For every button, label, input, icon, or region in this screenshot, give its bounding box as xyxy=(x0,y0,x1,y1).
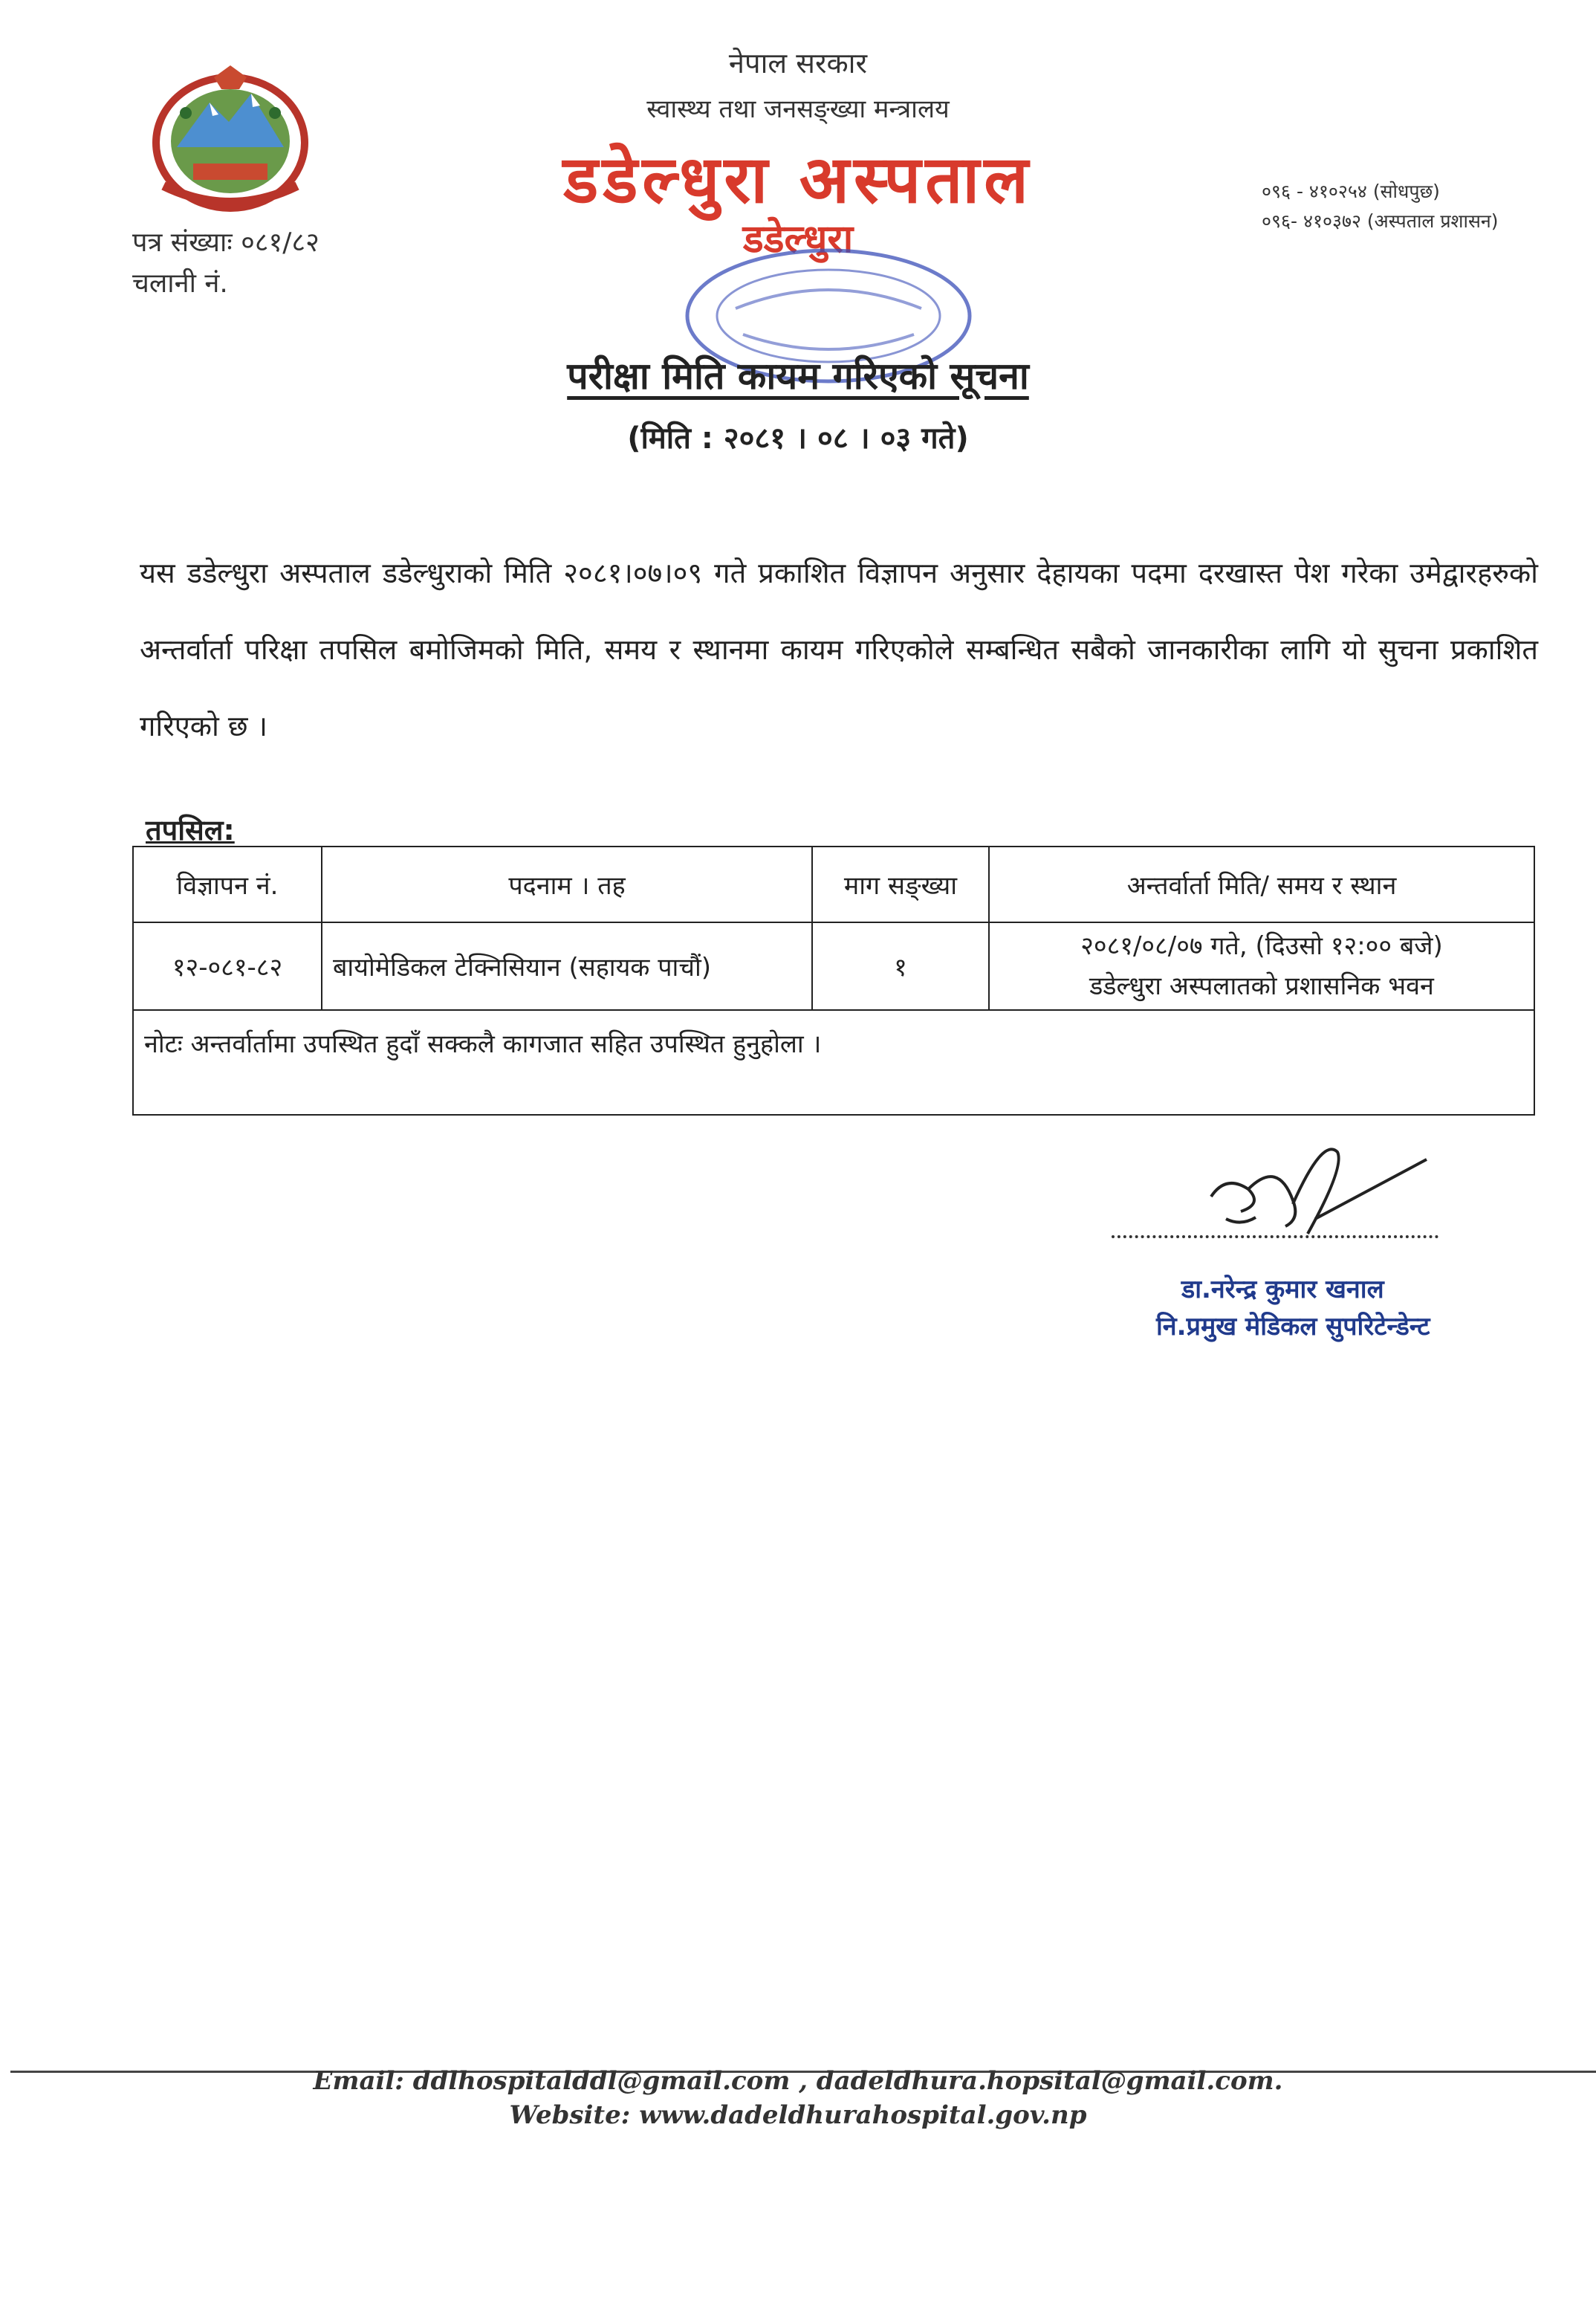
phone-admin: ०९६- ४१०३७२ (अस्पताल प्रशासन) xyxy=(1262,210,1499,232)
column-header: माग सङ्ख्या xyxy=(812,847,989,922)
hospital-name: डडेल्धुरा अस्पताल xyxy=(563,141,1033,218)
table-header-row xyxy=(133,847,1534,922)
government-name: नेपाल सरकार xyxy=(728,47,868,80)
phone-inquiry: ०९६ - ४१०२५४ (सोधपुछ) xyxy=(1262,181,1440,202)
footer-website: Website: www.dadeldhurahospital.gov.np xyxy=(509,2100,1087,2130)
schedule-cell xyxy=(989,922,1534,1010)
notice-title: परीक्षा मिति कायम गरिएको सूचना xyxy=(567,355,1029,398)
note-row xyxy=(133,1010,1534,1115)
signature-image xyxy=(1181,1130,1449,1249)
district-name: डडेल्धुरा xyxy=(742,217,854,262)
advertisement-number-cell: १२-०८१-८२ xyxy=(133,922,322,1010)
details-heading: तपसिल: xyxy=(146,814,235,847)
note-text: नोटः अन्तर्वार्तामा उपस्थित हुदाँ सक्कलै कागजात सहित उपस्थित हुनुहोला । xyxy=(133,1010,1534,1115)
interview-schedule-table xyxy=(132,846,1535,1116)
column-header: अन्तर्वार्ता मिति/ समय र स्थान xyxy=(989,847,1534,922)
table-row xyxy=(133,922,1534,1010)
column-header: पदनाम । तह xyxy=(322,847,812,922)
ministry-name: स्वास्थ्य तथा जनसङ्ख्या मन्त्रालय xyxy=(646,94,950,124)
dispatch-number: चलानी नं. xyxy=(132,268,228,299)
signature-line xyxy=(1112,1235,1438,1238)
demand-count-cell: १ xyxy=(812,922,989,1010)
letter-reference-number: पत्र संख्याः ०८१/८२ xyxy=(132,227,319,258)
signatory-name: डा.नरेन्द्र कुमार खनाल xyxy=(1181,1275,1384,1304)
notice-date: (मिति : २०८१ । ०८ । ०३ गते) xyxy=(627,421,969,456)
notice-body: यस डडेल्धुरा अस्पताल डडेल्धुराको मिति २०८१।०७।०९ गते प्रकाशित विज्ञापन अनुसार देहायका पदमा दरखास्त पेश गरेका उमेद्वारहरुको अन्तर्वार्ता परिक्षा तपसिल बमोजिमको मिति, समय र स्थानमा कायम गरिएकोले सम्बन्धित सबैको जानकारीका लागि यो सुचना प्रकाशित गरिएको छ । xyxy=(140,557,1538,742)
post-name-cell: बायोमेडिकल टेक्निसियान (सहायक पाचौं) xyxy=(322,922,812,1010)
footer-email: Email: ddlhospitalddl@gmail.com , dadeldhura.hopsital@gmail.com. xyxy=(313,2066,1283,2096)
schedule-venue: डडेल्धुरा अस्पलातको प्रशासनिक भवन xyxy=(1089,971,1434,1001)
column-header: विज्ञापन नं. xyxy=(133,847,322,922)
signatory-title: नि.प्रमुख मेडिकल सुपरिटेन्डेन्ट xyxy=(1156,1312,1430,1342)
schedule-date-time: २०८१/०८/०७ गते, (दिउसो १२:०० बजे) xyxy=(1080,931,1443,961)
